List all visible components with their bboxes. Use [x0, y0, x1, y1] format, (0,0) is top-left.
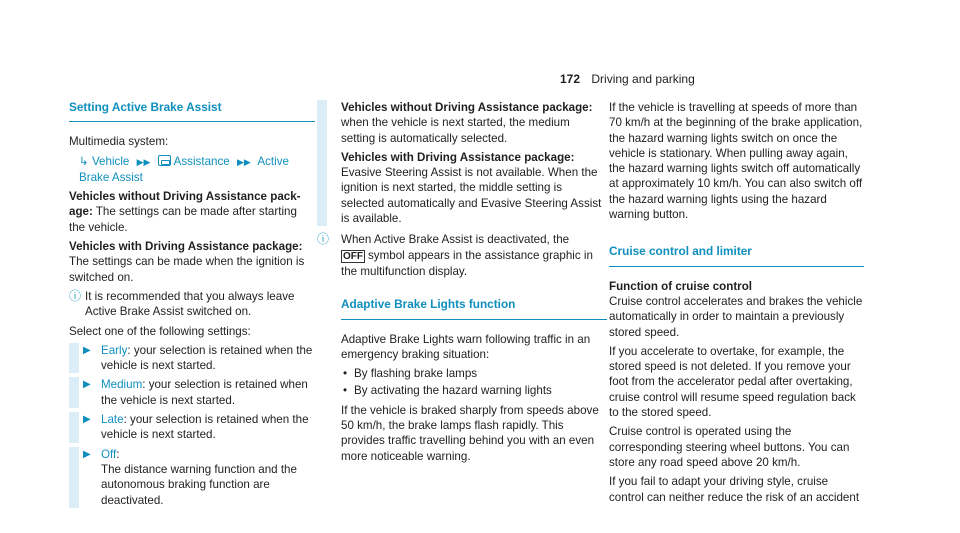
note-text: It is recommended that you always leave Active Brake Assist switched on. — [85, 289, 295, 319]
step-arrow-icon: ▶ — [83, 448, 91, 460]
section-title-active-brake-assist: Setting Active Brake Assist — [69, 100, 315, 122]
page-number: 172 — [560, 72, 581, 86]
step-text: : your selection is retained when the vehicle is next started. — [101, 413, 309, 442]
path-assistance: Assistance — [173, 154, 230, 168]
b1-text: when the vehicle is next started, the medium setting is automatically selected. — [341, 116, 570, 145]
step-arrow-icon: ▶ — [83, 344, 91, 356]
shaded-block — [317, 100, 607, 226]
cruise-p1: Cruise control accelerates and brakes the vehicle automatically in order to maintain a previously stored speed. — [609, 294, 863, 339]
abl-para: If the vehicle is braked sharply from speeds above 50 km/h, the brake lamps flash rapidly. This provides traffic travelling behind you with an even more noticeable warning. — [341, 403, 599, 463]
with-package-text: The settings can be made when the ignition is switched on. — [69, 255, 305, 284]
step-arrow-icon: ▶ — [83, 379, 91, 391]
without-package-title-2: age: — [69, 205, 93, 219]
column-2 — [317, 100, 607, 468]
b2-para — [341, 150, 607, 226]
step-text: : your selection is retained when the vehicle is next started. — [101, 378, 308, 407]
with-package-para — [69, 239, 315, 285]
path-brake-assist: Brake Assist — [79, 170, 143, 184]
b2-text: Evasive Steering Assist is not available. When the ignition is next started, the middle setting is selected automatically and Evasive Steering Assist is available. — [341, 166, 602, 226]
double-chevron-icon: ▶▶ — [136, 156, 151, 167]
step-text-2: The distance warning function and the autonomous braking function are deactivated. — [101, 462, 297, 507]
with-package-title: Vehicles with Driving Assistance package: — [69, 240, 303, 254]
select-text: Select one of the following settings: — [69, 324, 251, 338]
brake-assist-off-icon: OFF — [343, 250, 363, 262]
step-off — [69, 447, 315, 508]
info-icon: ⓘ — [317, 232, 330, 247]
section-title-adaptive-brake-lights: Adaptive Brake Lights function — [341, 297, 607, 319]
step-label: Early — [101, 343, 128, 357]
settings-steps — [69, 343, 315, 508]
header-section: Driving and parking — [591, 72, 695, 86]
cruise-subtitle: Function of cruise control — [609, 279, 752, 293]
step-label: Medium — [101, 378, 143, 392]
page-header — [560, 72, 695, 87]
step-label: Off — [101, 447, 117, 461]
without-package-text: The settings can be made after starting the vehicle. — [69, 205, 297, 234]
step-label: Late — [101, 413, 124, 427]
double-chevron-icon: ▶▶ — [236, 156, 251, 167]
column-3 — [609, 100, 864, 509]
b1-para — [341, 100, 607, 146]
step-arrow-icon: ▶ — [83, 414, 91, 426]
info-icon: ⓘ — [69, 288, 82, 303]
note-pre: When Active Brake Assist is deactivated, the — [341, 233, 570, 247]
note-post: symbol appears in the assistance graphic in the multifunction display. — [341, 248, 593, 278]
b2-title: Vehicles with Driving Assistance package: — [341, 150, 575, 164]
step-text: : — [116, 447, 120, 461]
abl-intro: Adaptive Brake Lights warn following traffic in an emergency braking situation: — [341, 332, 591, 361]
b1-title: Vehicles without Driving Assistance package: — [341, 101, 593, 114]
list-item: • By flashing brake lamps — [341, 366, 607, 381]
note-deactivated — [317, 232, 607, 279]
path-vehicle: Vehicle — [91, 154, 130, 168]
menu-path — [69, 154, 315, 186]
section-title-cruise-control: Cruise control and limiter — [609, 244, 864, 266]
step-early — [69, 343, 315, 374]
cruise-p2: If you accelerate to overtake, for example, the stored speed is not deleted. If you remove your foot from the accelerator pedal after overtaking, cruise control will resume speed regulation back to the stored speed. — [609, 344, 856, 420]
hazard-para: If the vehicle is travelling at speeds of more than 70 km/h at the beginning of the brake application, the hazard warning lights switch on once the vehicle is stationary. When pulling away again, the hazard warning lights switch off automatically at approximately 10 km/h. You can also switch off the hazard warning lights using the hazard warning button. — [609, 101, 863, 222]
cruise-p3: Cruise control is operated using the corresponding steering wheel buttons. You can store any road speed above 20 km/h. — [609, 425, 850, 469]
step-text: : your selection is retained when the vehicle is next started. — [101, 343, 313, 373]
multimedia-label: Multimedia system: — [69, 135, 169, 149]
step-late — [69, 412, 315, 443]
without-package-para — [69, 189, 315, 235]
path-active: Active — [257, 154, 289, 168]
return-arrow-icon: ↳ — [79, 154, 89, 168]
list-item: • By activating the hazard warning lights — [341, 383, 607, 398]
car-assistance-icon — [158, 155, 171, 166]
note — [69, 289, 315, 320]
without-package-title: Vehicles without Driving Assistance pack- — [69, 190, 301, 204]
abl-bullets — [341, 366, 607, 399]
step-medium — [69, 377, 315, 408]
cruise-p4: If you fail to adapt your driving style, cruise control can neither reduce the risk of an accident — [609, 475, 860, 504]
column-1 — [69, 100, 315, 512]
